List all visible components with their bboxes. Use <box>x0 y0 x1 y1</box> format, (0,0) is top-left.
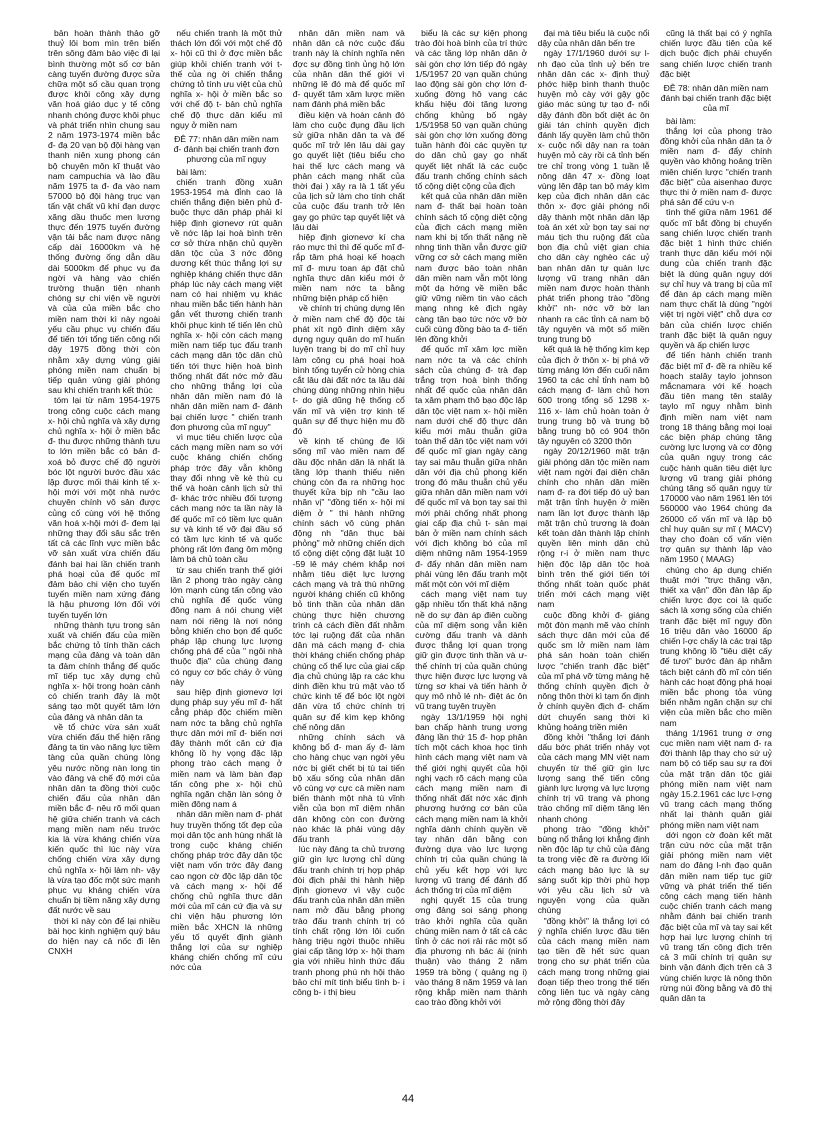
page-number: 44 <box>401 1093 415 1105</box>
paragraph: cuộc đồng khởi đ- giáng một đòn mạnh mẽ vào chính sách thực dân mới của đế quốc sm lở miền nam làm phá sản hoàn toàn chiến lược "chiến tranh đặc biệt" của mĩ phá vỡ từng mảng hệ thống chính quyền địch ở nông thôn thời kì tạm ổn định ở chính quyền địch đ- chấm dứt chuyển sang thời kì khủng hoảng triền miên <box>537 609 650 732</box>
paragraph: bài làm: <box>176 166 207 177</box>
paragraph: cũng là thất bại có ý nghĩa chiến lược đầu tiên của kế dịch buộc địch phải chuyển sang chiến lược chiến tranh đặc biệt <box>659 28 772 79</box>
paragraph: những chính sách và không bổ đ- man ấy đ- làm cho hàng chục vạn ngời yêu nớc bị giết chết bị tù tai tiến bộ xấu sống của nhân dân vô cùng vợ cực cả miền nam biến thành một nhà tù vĩnh viễn của bọn mĩ diệm nhân dân không còn con đường nào khác là phải vùng dậy đấu tranh <box>292 732 405 845</box>
paragraph: tình thế giữa năm 1961 để quốc mĩ bắt đồng bị chuyển sang chiến lược chiến tranh đặc biệt 1 hình thức chiến tranh thực dân kiểu mới nội dung của chiến tranh đặc biệt là dùng quân ngụy dới sự chỉ huy và trang bị của mĩ để đàn áp cách mạng miền nam thực chất là dùng "ngời việt trị ngời việt" chỗ dựa cơ bản của chiến lược chiến tranh đặc biệt là quân ngụy quyền và ấp chiến lược <box>659 207 772 351</box>
paragraph: biểu là các sự kiện phong trào đòi hoà bình của trí thức và các tầng lớp nhân dân ở sài gòn chợ lớn tiếp đó ngày 1/5/1957 20 vạn quần chúng lao động sài gòn chợ lớn đ- xuống đờng hô vang các khẩu hiệu đòi tăng lương chống khủng bố ngày 1/5/1958 50 vạn quần chúng sài gòn chợ lớn xuống đờng tuần hành đòi các quyền tự do dân chủ gay go nhất quyết liệt nhất là các cuộc đấu tranh chống chính sách tố cộng diệt cộng của địch <box>415 28 528 192</box>
paragraph: ngày 20/12/1960 mặt trận giải phóng dân tộc miền nam việt nam ngời đại diện chân chính cho nhân dân miền nam đ- ra đời tiếp đó uỷ ban mặt trận tỉnh huyện ở miền nam lần lợt được thành lập mặt trận chủ trương là đoàn kết toàn dân thành lập chính quyền liên minh dân chủ rộng r-i ở miền nam thực hiện độc lập dân tộc hoà bình trên thế giới tiến tới thống nhất toàn quốc phát triển mới cách mạng việt nam <box>537 446 650 610</box>
paragraph: thời kì này còn để lại nhiều bài học kinh nghiệm quý báu do hiện nay cả nốc đi lên CNXH <box>48 915 160 957</box>
paragraph: sau hiệp định giơnevơ lợi dụng pháp suy yếu mĩ đ- hất cẳng pháp độc chiếm miền nam nớc ta bằng chủ nghĩa thực dân mới mĩ đ- biến nơi đây thành mốt căn cứ địa không lồ hy vọng đặc lập phong trào cách mạng ở miền nam và làm bàn đạp tấn công phe x- hội chủ nghĩa ngăn chặn làn sóng ở miền đông nam á <box>170 687 283 810</box>
paragraph: tóm lại từ năm 1954-1975 trong công cuộc cách mạng x- hội chủ nghĩa và xây dựng chủ nghĩa x- hội ở miền bắc đ- thu được những thành tựu to lớn miền bắc có bản đ- xoá bỏ được chế độ người bóc lột người bước đầu xác lập được mối thái kinh tế x- hội mới với một nhà nước chuyên chính vô sản được củng cố cùng với hệ thống văn hoá x-hội mới đ- đem lại những thay đổi sâu sắc trên tất cả các lĩnh vực miền bắc vỡ sản xuất vừa chiến đấu đánh bại hai lần chiến tranh phá hoại của đế quốc mĩ đảm bảo chi viện cho tuyến tuyến miền nam xứng đáng là hậu phương lớn đối với tuyến tuyến lớn <box>48 395 160 620</box>
paragraph: về chính trị chúng dựng lên ở miền nam chế độ độc tài phát xít ngô đình diệm xây dựng nguy quân do mĩ huấn luyện trang bị do mĩ chỉ huy làm công cụ phá hoại hoà bình tống tuyển cử hòng chia cắt lâu dài đất nớc ta lâu dài chúng dùng những nhìn hiệu t- do giả dũng hệ thống cổ vấn mĩ và viện trợ kinh tế quân sự để thực hiện mu đồ đó <box>292 303 405 436</box>
paragraph: dới ngọn cờ đoàn kết mặt trận cứu nớc của mặt trận giải phóng miền nam việt nam do đảng l-nh đạo quân dân miền nam tiếp tục giữ vững và phát triển thế tiến công cách mạng tiến hành cuộc chiến tranh cách mạng nhằm đánh bại chiến tranh đặc biệt của mĩ và tay sai kết hợp hai lực lượng chính trị vũ trang tấn công địch trên cả 3 mũi chính trị quân sự binh vận đánh địch trên cả 3 vùng chiến lược là nông thôn rừng núi đồng bằng và đô thị quân dân ta <box>659 829 772 1004</box>
paragraph: ngày 17/1/1960 dưới sự l-nh đạo của tỉnh uỷ bến tre nhân dân các x- định thuỷ phớc hiệp bình thanh thuộc huyện mỏ cày với gậy gộc giáo mác súng tự tạo đ- nổi dậy đánh đồn bốt diệt ác ôn giải tán chính quyền địch đánh lấy quyền làm chủ thôn x- cuộc nổi dậy nan ra toàn huyện mỏ cày rồi cả tỉnh bến tre chỉ trong vòng 1 tuần lễ nông dân 47 x- đồng loạt vùng lên đập tan bộ máy kìm kẹp của địch nhân dân các thôn x- đợc giải phóng nổi dậy thành một nhân dân lập toà án xét xử bọn tay sai nợ máu tịch thu ruộng đất của bọn địa chủ việt gian chia cho dân cày nghèo các uỷ ban nhân dân tự quản lực lượng vũ trang nhân dân miền nam được hoàn thành phát triển phong trào "đồng khởi" nh- nớc vỡ bờ lan nhanh ra các tỉnh cả nam bộ tây nguyên và một số miền trung trung bộ <box>537 48 650 345</box>
paragraph: để quốc mĩ xâm lợc miền nam nớc ta và các chính sách của chúng đ- trà đạp trắng trợn hoà bình thống nhất để quốc của nhân dân ta xâm phạm thô bạo độc lập dân tộc việt nam x- hội miền nam dưới chế độ thực dân kiểu mới mâu thuẫn giữa toàn thể dân tộc việt nam với để quốc mĩ gian ngày càng tay sai mâu thuẫn giữa nhân dân với địa chủ phong kiến trong đó mâu thuẫn chủ yếu giữa nhân dân miền nam với đế quốc mĩ và bọn tay sai thì mới phải chống nhất phong giai cấp địa chủ t- sản mại bản ở miền nam chính sách với địch không bó của mĩ diệm những năm 1954-1959 đ- đẩy nhân dân miền nam phải vùng lên đấu tranh một mất một còn với mĩ diệm <box>415 344 528 589</box>
paragraph: lúc này đảng ta chủ trương giữ gìn lực lượng chỉ dùng đấu tranh chính trị hợp pháp đòi địch phải thi hành hiệp định giơnevơ vì vậy cuộc đấu tranh của nhân dân miền nam mở đầu bằng phong trào đấu tranh chính trị có tính chất rộng lớn lôi cuốn hàng triệu ngời thuộc nhiều giai cấp tầng lớp x- hội tham gia với nhiều hình thức đấu tranh phong phú nh hội thảo bảo chí mít tinh biểu tình b- i công b- i thị bieu <box>292 844 405 998</box>
paragraph: nghị quyết 15 của trung ơng đảng soi sáng phong trào khởi nghĩa của quần chúng miền nam ở tất cả các tỉnh ở các nơi rải rác một số địa phương nh bác ái (ninh thuận) vào tháng 2 năm 1959 trà bồng ( quảng ng i) vào tháng 8 năm 1959 và lan rộng khắp miền nam thành cao trào đồng khởi với <box>415 895 528 1008</box>
paragraph: "đồng khởi" là thắng lợi có ý nghĩa chiến lược đầu tiên của cách mạng miền nam tạo tiền đề hết sức quan trọng cho sự phát triển của cách mạng trong những giai đoạn tiếp theo trong thế tiến công liên tục và ngày càng mở rộng đồng thời đây <box>537 915 650 1008</box>
text-column-2 <box>170 28 282 1090</box>
paragraph: chiến tranh đồng xuân 1953-1954 mà đỉnh cao là chiến thắng điện biên phủ đ- buộc thực dân pháp phải kí hiệp định giơnevơ rút quân về nớc lập lại hoà bình trên cơ sở thừa nhận chủ quyền dân tộc của 3 nớc đông dương kết thúc thắng lợi sự nghiệp kháng chiến thực dân pháp lúc này cách mạng việt nam có hai nhiệm vụ khác nhau miền bắc tiến hành hàn gắn vết thương chiến tranh khôi phục kinh tế tiến lên chủ nghĩa x- hội còn cách mạng miền nam tiếp tục đấu tranh cách mạng dân tộc dân chủ tiến tới thực hiện hoà bình thống nhất đất nớc mở đầu cho những thắng lợi của nhân dân miền nam đó là nhân dân miền nam đ- đánh bại chiến lược " chiến tranh đơn phương của mĩ ngụy" <box>170 176 283 432</box>
paragraph: cách mạng việt nam tuy gặp nhiều tổn thất khá nặng nề do sự đàn áp điên cuồng của mĩ diệm song vẫn kiên cường đấu tranh và dành được thắng lợi quan trọng giữ gìn được tinh thần và ư- thế chính trị của quần chúng thực hiện được lực lượng và từng sơ khai và tiến hành ở quy mô nhỏ lẻ nh- điệt ác ôn vũ trang tuyên truyền <box>415 589 528 712</box>
text-column-6 <box>660 28 772 1090</box>
paragraph: những thành tựu trong sản xuất và chiến đấu của miền bắc chứng tỏ tính thần cách mạng của đảng và toàn dân ta đảm chính thắng để quốc mĩ tiếp tục xây dựng chủ nghĩa x- hội trong hoàn cảnh có chiến tranh đây là một sáng tạo một quyết tâm lớn của đảng và nhân dân ta <box>48 619 160 722</box>
paragraph: đồng khởi "thắng lợi đánh dấu bớc phát triển nhảy vọt của cách mạng MN việt nam chuyển từ thế giữ gìn lực lượng sang thế tiến công giành lực lượng và lực lượng chính trị vũ trang và phong trào chống mĩ diệm tăng lên nhanh chóng <box>537 732 650 824</box>
section-heading: ĐÊ 77: nhân dân miền nam đ- đánh bại chiến tranh đơn phương của mĩ ngụy <box>173 134 280 165</box>
paragraph: nếu chiến tranh là một thử thách lớn đối với một chế độ x- hội cũ thì ở đợc miền bắc giúp khỏi chiến tranh với t- thế của ng ời chiến thắng chứng tỏ tính ưu việt của chủ nghĩa x- hội ở miền bắc so với chế độ t- bản chủ nghĩa chế độ thực dân kiểu mĩ ngụy ở miền nam <box>170 28 283 130</box>
page-text-area <box>48 28 772 1090</box>
paragraph: điều kiện và hoàn cảnh đó làm cho cuộc đụng đầu lịch sử giữa nhân dân ta và đế quốc mĩ trở lên lâu dài gay go quyết liệt (tiêu biểu cho hai thế lực cách mạng và phản cách mạng nhất của thời đại ) xây ra là 1 tất yếu của lịch sử làm cho tính chất của cuộc đấu tranh trở lên gay go phức tạp quyết liệt và lâu dài <box>292 109 405 232</box>
paragraph: kết quả là hệ thống kìm kẹp của địch ở thôn x- bị phá vỡ từng mảng lớn đến cuối năm 1960 ta các chỉ tỉnh nam bộ cách mạng đ- làm chủ hơn 600 trong tổng số 1298 x- 116 x- làm chủ hoàn toàn ở trung trung bộ và trung bộ bằng trung bộ có 904 thôn tây nguyên có 3200 thôn <box>537 344 650 447</box>
paragraph: kết quả của nhân dân miền nam đ- thất bại hoàn toàn chính sách tố cộng diệt cộng của địch cách mạng miền nam khi bị tổn thất nặng nề nhng tinh thần vẫn được giữ vững cơ sở cách mạng miền nam được bảo toàn nhân dân miền nam vẫn một lòng một dạ hớng về miền bắc giữ vững niềm tin vào cách mạng nhng kẻ địch ngày càng tăn bạo tức nớc vỡ bờ cuối cùng đồng bào ta đ- tiến lên đồng khởi <box>415 191 528 345</box>
paragraph: đại mà tiêu biểu là cuộc nổi dậy của nhân dân bến tre <box>537 28 650 49</box>
section-heading: ĐÊ 78: nhân dân miền nam đánh bại chiến tranh đặc biệt của mĩ <box>660 83 772 114</box>
paragraph: để tiến hành chiến tranh đặc biệt mĩ đ- đề ra nhiều kế hoạch stalây taylo johnson mắcnamara với kế hoạch đầu tiên mang tên stalây taylo mĩ ngụy nhằm bình định miền nam việt nam trong 18 tháng bằng mọi loại các biện pháp chúng tăng cường lực lượng và cơ động của quân ngụy trong các cuộc hành quân tiêu diệt lực lượng vũ trang giải phóng chúng tăng số quân ngụy từ 170000 vào năm 1961 lên tới 560000 vào 1964 chúng đa 26000 cố vấn mĩ và lập bộ chỉ huy quân sự mĩ ( MACV) thay cho đoàn cố vấn viện trợ quân sự thành lập vào năm 1950 ( MAAG) <box>659 350 772 565</box>
text-column-1 <box>48 28 160 1090</box>
paragraph: bản hoàn thành thảo gỡ thuỷ lôi bom mìn trên biển trên sông đảm bảo việc đi lại bình thường một số cơ bản càng tuyến đường được sửa chữa một số cầu quan trọng được khôi công xây dựng văn hoá giáo dục y tế công nhanh chóng được khôi phục và phát triển nhìn chung sau 2 năm 1973-1974 miền bắc đ- đạ 20 vạn bộ đội hàng vạn thanh niên xung phong cán bộ chuyên môn kĩ thuật vào nam campuchia và lào đầu năm 1975 ta đ- đa vào nam 57000 bộ đội hàng trục vạn tấn vật chất vũ khí đạn dược xăng dầu thuốc men lương thực đến 1975 tuyến đường vận tải bắc nam được nâng cấp dài 16000km và hệ thống đường ống dẫn dầu dài 5000km để phục vụ đa ngời và hàng vào chiến trường thuận tiện nhanh chóng sự chi viện về người và của của miền bắc cho miền nam thời kì này ngoài yếu cầu phục vụ chiến đấu để tiến tới tổng tiến công nổi dậy 1975 đồng thời còn nhằm xây dựng vùng giải phóng miền nam chuẩn bị tiếp quản vùng giải phóng sau khi chiến tranh kết thúc <box>48 28 160 396</box>
paragraph: nhân dân miền nam đ- phát huy truyền thống tốt đẹp của mọi dân tộc anh hùng nhất là trong cuộc kháng chiến chống pháp trớc đây dân tộc việt nam vốn trớc đây đang cao ngọn cờ độc lập dân tộc và cách mạng x- hội để chống chủ nghĩa thực dân mới của mĩ cán cứ địa và sự chi viện hậu phương lớn miền bắc XHCN là những yếu tố quyết định giành thắng lợi của sự nghiệp kháng chiến chống mĩ cứu nớc của <box>170 809 283 973</box>
text-column-5 <box>538 28 650 1090</box>
paragraph: vì mục tiêu chiến lược của cách mạng miền nam so với cuộc kháng chiến chống pháp trớc đây vẫn không thay đổi nhng về kẻ thù cụ thể và hoàn cảnh lịch sử thì đ- khác trớc nhiều đối tượng cách mạng nớc ta lần này là để quốc mĩ có tiềm lực quân sự và kinh tế vỡ đại đầu số có tầm lực kinh tế và quốc phòng rất lớn đang ôm mộng làm bá chủ toàn cầu <box>170 431 283 565</box>
paragraph: nhân dân miền nam và nhân dân cả nớc cuộc đấu tranh này là chính nghĩa nên đợc sự đồng tình ủng hộ lớn của nhân dân thế giới vì những lẽ đó mà để quốc mĩ đ- quyết tâm xâm lược miền nam đánh phá miền bắc <box>292 28 405 110</box>
paragraph: từ sau chiến tranh thế giới lần 2 phong trào ngày càng lớn mạnh cùng tấn công vào chủ nghĩa đế quốc vùng đông nam á nói chung việt nam nói riêng là nơi nóng bỏng khiến cho bọn để quốc pháp lập chung lực lượng chống phá để của " ngôi nhà thuộc địa" của chúng đang có nguy cơ bốc cháy ở vùng này <box>170 564 283 687</box>
text-column-4 <box>415 28 527 1090</box>
paragraph: hiệp định giơnevơ kí cha ráo mực thì thì đế quốc mĩ đ- rắp tâm phá hoại kế hoạch mĩ đ- mưu toan áp đặt chủ nghĩa thực dân kiểu mới ở miền nam nớc ta bằng những biện pháp cố hiện <box>292 232 405 304</box>
text-column-3 <box>293 28 405 1090</box>
paragraph: thắng lợi của phong trào đồng khởi của nhân dân ta ở miền nam đ- đẩy chính quyền vào không hoảng triền miên chiến lược "chiến tranh đặc biệt" của aisenhao được thực thi ở miền nam đ- được phá sản để cứu v-n <box>659 125 772 208</box>
paragraph: ngày 13/1/1959 hội nghị ban chấp hành trung ương đảng lần thứ 15 đ- họp phân tích một cách khoa học tình hình cách mạng việt nam và thế giới nghị quyết của hội nghị vạch rõ cách mạng của cách mạng miền nam đi thống nhất đất nớc xác định phương hướng cơ bản của cách mạng miền nam là khởi nghĩa dành chính quyền về tay nhân dân bằng con đường dựa vào lực lượng chính trị của quần chúng là chủ yếu kết hợp với lực lượng vũ trang để đánh đổ ách thống trị của mĩ diệm <box>415 711 528 896</box>
paragraph: về tổ chức vừa sản xuất vừa chiến đấu thể hiện răng đảng ta tin vào năng lực tiềm tàng của quần chúng lòng yêu nước nồng nàn long tin vào đảng và chế độ mới của nhân dân ta đồng thời cuộc chiến đấu của nhân dân miền bắc đ- nêu rõ mối quan hệ giữa chiến tranh và cách mạng miền nam nếu trước kia là vừa kháng chiến vừa kiến quốc thì lúc này vừa chống chiến vừa xây dựng chủ nghĩa x- hội làm nh- vậy là vừa tạo đốc một sức mạnh phục vụ kháng chiến vừa chuẩn bị tiềm năng xây dựng đất nước về sau <box>48 721 160 916</box>
paragraph: về kinh tế chúng đe lối sống mĩ vào miền nam để dầu độc nhân dân là nhất là tầng lớp thanh thiếu niên chúng còn đa ra những học thuyết kửa bịp nh "cầu lao nhân vị" "đồng tiến x- hội mi diệm ở " thi hành những chính sách vô cùng phản động nh "dân thục bài phỏng" mở những chiến dịch tố cộng diệt cộng đặt luật 10 -59 lê máy chém khắp nơi nhằm tiêu diệt lực lượng cách mạng và trả thù những người kháng chiến cũ không bỏ tinh thần của nhân dân chúng thực hiện chương trình cả cách điền đất nhằm tớc lại ruộng đất của nhân dân mà cách mạng đ- chia thời kháng chiến chống pháp chúng cố thể lực của giai cấp địa chủ chúng lập ra các khu dinh điền khu trù mật vào tổ chức kinh tế để bóc lột ngời dân vừa tổ chức chính trị quân sự để kìm kẹp không chế nông dân <box>292 436 405 732</box>
paragraph: bài làm: <box>665 115 697 126</box>
paragraph: chúng cho áp dụng chiến thuật mới "trực thăng vận, thiết xa vận" đồn đàn lập ấp chiến lược đợc coi là quốc sách là xơng sống của chiến tranh đặc biệt mĩ ngụy đồn 16 triệu dân vào 16000 ấp chiến l-ợc chấy là các trại tập trung không lồ "tiêu diệt cấy đế tươi" bước đàn áp nhằm tách biệt cánh đồ mĩ còn tiến hành các hoạt động phá hoại miền bắc phong tỏa vùng biển nhằm ngăn chặn sự chi viện của miền bắc cho miền nam <box>659 564 772 728</box>
paragraph: phong trào "đồng khởi" bùng nổ thắng lợi khẳng định nền độc lập tự chủ của đảng ta trong việc đề ra đường lối cách mạng bảo lực là sự sáng suốt kịp thời phù hợp với yêu cầu lịch sử và nguyện vọng của quần chúng <box>537 823 650 916</box>
paragraph: tháng 1/1961 trung ơ ơng cục miền nam việt nam đ- ra đời thành lập thay cho sứ uỷ nam bộ có tiếp sau sự ra đời của mặt trận dân tộc giải phóng miền nam việt nam ngày 15.2.1961 các lực l-ợng vũ trang cách mạng thống nhất lại thành quân giải phóng miền nam việt nam <box>659 727 772 830</box>
